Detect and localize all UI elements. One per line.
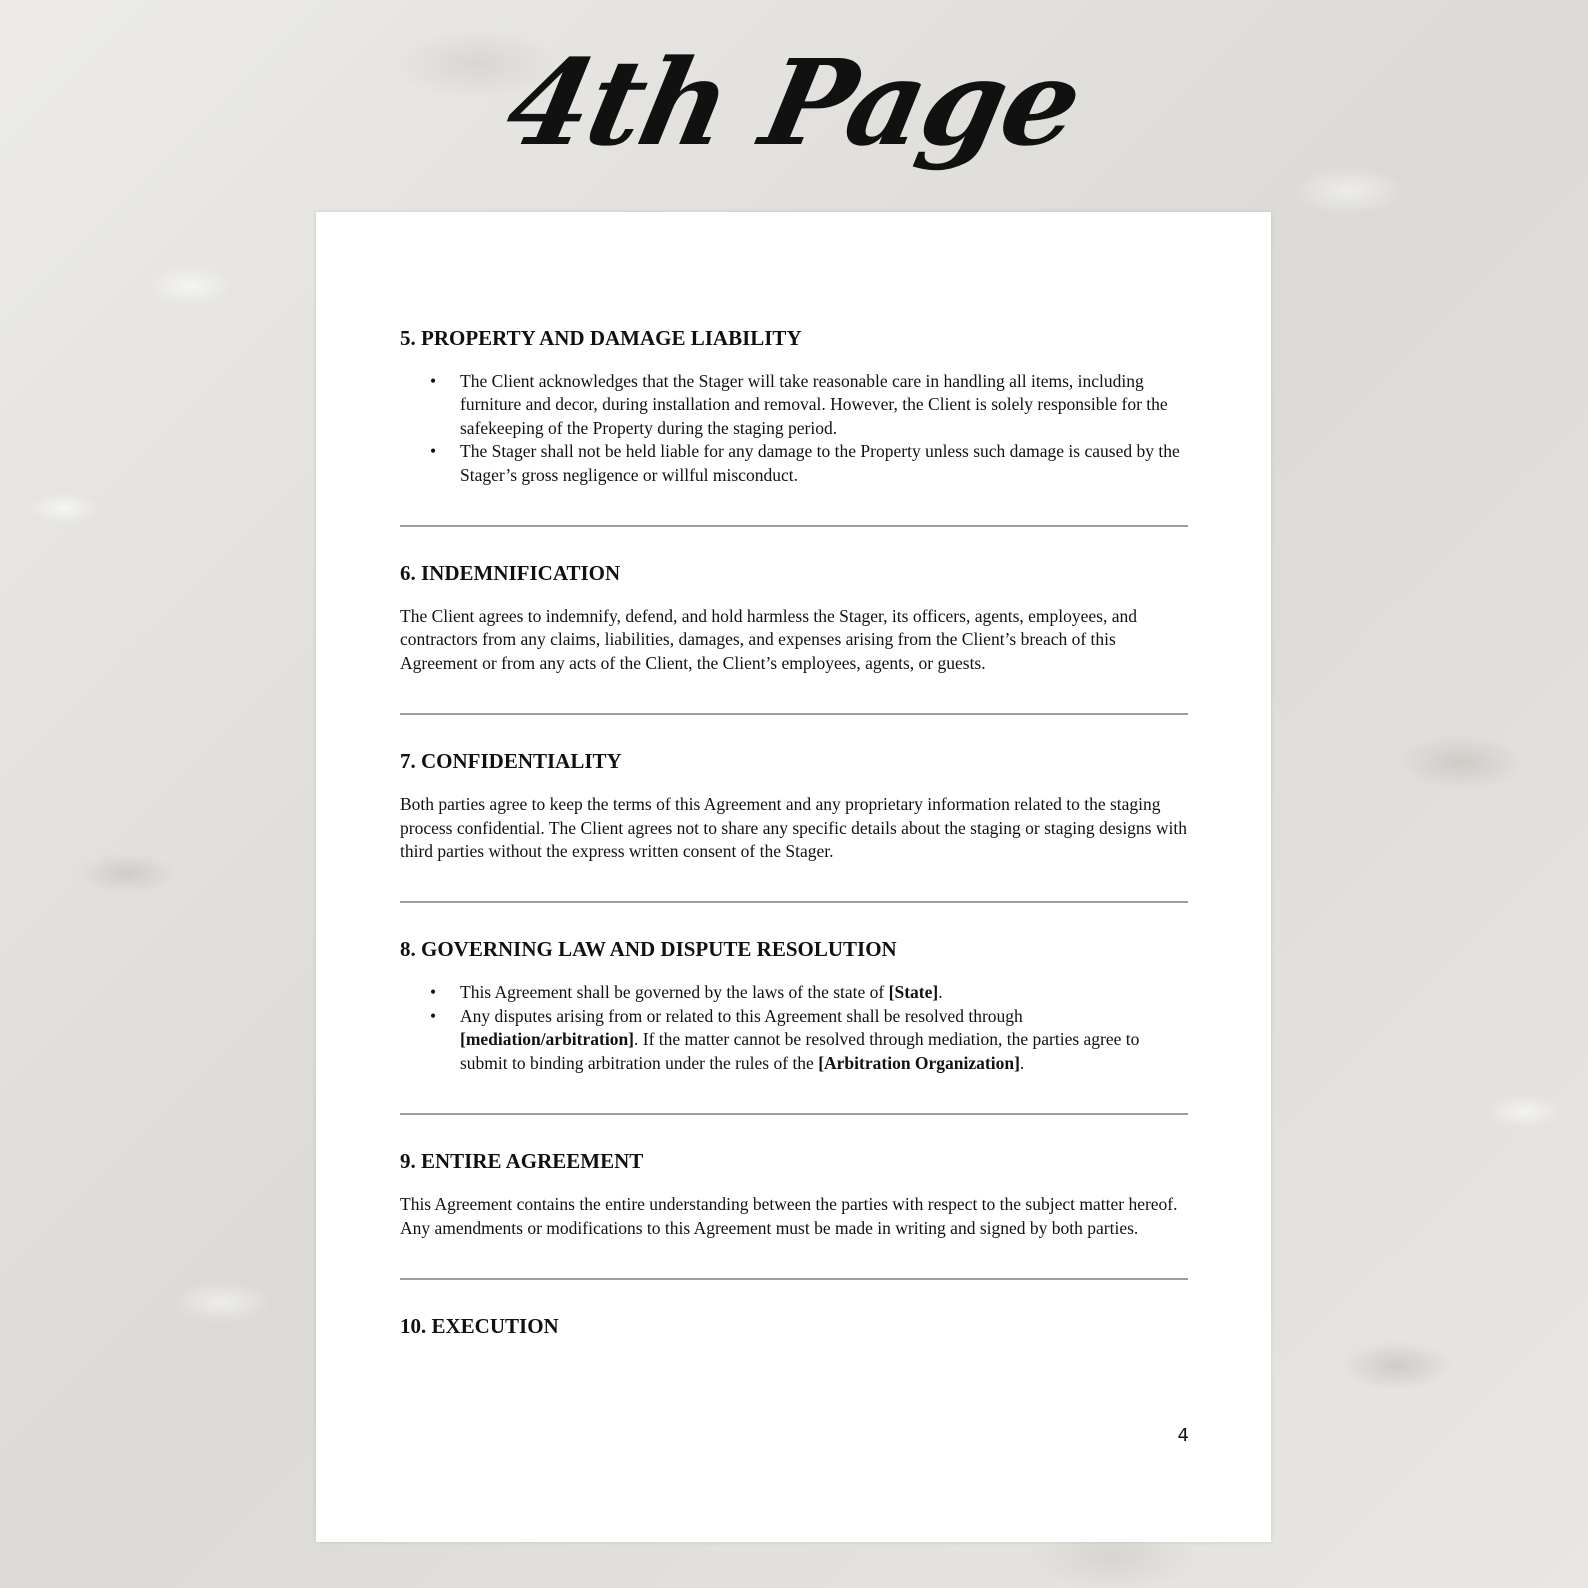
placeholder-arbitration-organization: [Arbitration Organization]	[818, 1052, 1020, 1073]
banner	[0, 18, 1588, 203]
placeholder-state: [State]	[888, 982, 939, 1003]
list-item-text: The Stager shall not be held liable for any damage to the Property unless such damage is caused by the Stager’s gross negligence or willful misconduct.	[460, 441, 1180, 485]
section-confidentiality	[400, 747, 1188, 863]
page-number: 4	[1177, 1425, 1189, 1446]
section-body: This Agreement contains the entire understanding between the parties with respect to the subject matter hereof. Any amendments or modifications to this Agreement must be made in writing and signed by both parties.	[400, 1194, 1178, 1238]
list-item	[400, 370, 1188, 440]
bullet-icon: •	[430, 371, 437, 391]
section-indemnification	[400, 559, 1188, 675]
text-run: .	[1019, 1052, 1025, 1073]
list-item	[400, 981, 1188, 1004]
bullet-icon: •	[430, 1005, 437, 1026]
text-run: . If the matter cannot be resolved through mediation, the parties agree to submit to binding arbitration under the rules of the	[460, 1029, 1140, 1073]
section-heading: 10. EXECUTION	[400, 1313, 559, 1338]
list-item	[400, 440, 1188, 487]
section-divider	[400, 1113, 1188, 1115]
section-divider	[400, 901, 1188, 903]
section-divider	[400, 1278, 1188, 1280]
section-heading: 9. ENTIRE AGREEMENT	[400, 1149, 644, 1174]
text-run: Any disputes arising from or related to this Agreement shall be resolved through	[460, 1005, 1023, 1026]
section-heading: 8. GOVERNING LAW AND DISPUTE RESOLUTION	[400, 937, 897, 962]
section-body: Both parties agree to keep the terms of this Agreement and any proprietary information related to the staging process confidential. The Client agrees not to share any specific details about the staging or staging designs with third parties without the express written consent of the Stager.	[400, 794, 1187, 862]
document-page	[316, 212, 1271, 1542]
section-body: The Client agrees to indemnify, defend, and hold harmless the Stager, its officers, agents, employees, and contractors from any claims, liabilities, damages, and expenses arising from the Client’s breach of this Agreement or from any acts of the Client, the Client’s employees, agents, or guests.	[400, 606, 1138, 673]
placeholder-mediation-arbitration: [mediation/arbitration]	[460, 1029, 635, 1050]
section-divider	[400, 525, 1188, 527]
list-item	[400, 1005, 1188, 1075]
section-heading: 5. PROPERTY AND DAMAGE LIABILITY	[400, 326, 802, 350]
text-run: .	[938, 982, 943, 1003]
bullet-list	[400, 370, 1188, 487]
banner-title: 4th Page	[495, 33, 1093, 172]
list-item-text: The Client acknowledges that the Stager will take reasonable care in handling all items, including furniture and decor, during installation and removal. However, the Client is solely responsible for the safekeeping of the Property during the staging period.	[460, 371, 1168, 438]
bullet-icon: •	[430, 441, 437, 462]
section-property-damage-liability	[400, 324, 1188, 487]
text-run: This Agreement shall be governed by the laws of the state of	[460, 982, 889, 1003]
section-entire-agreement	[400, 1147, 1188, 1240]
section-heading: 7. CONFIDENTIALITY	[400, 749, 622, 774]
document-content	[400, 324, 1188, 1358]
bullet-list	[400, 981, 1188, 1075]
section-divider	[400, 713, 1188, 715]
bullet-icon: •	[430, 982, 437, 1003]
section-execution	[400, 1312, 1188, 1340]
section-governing-law	[400, 935, 1188, 1075]
section-heading: 6. INDEMNIFICATION	[400, 561, 621, 586]
